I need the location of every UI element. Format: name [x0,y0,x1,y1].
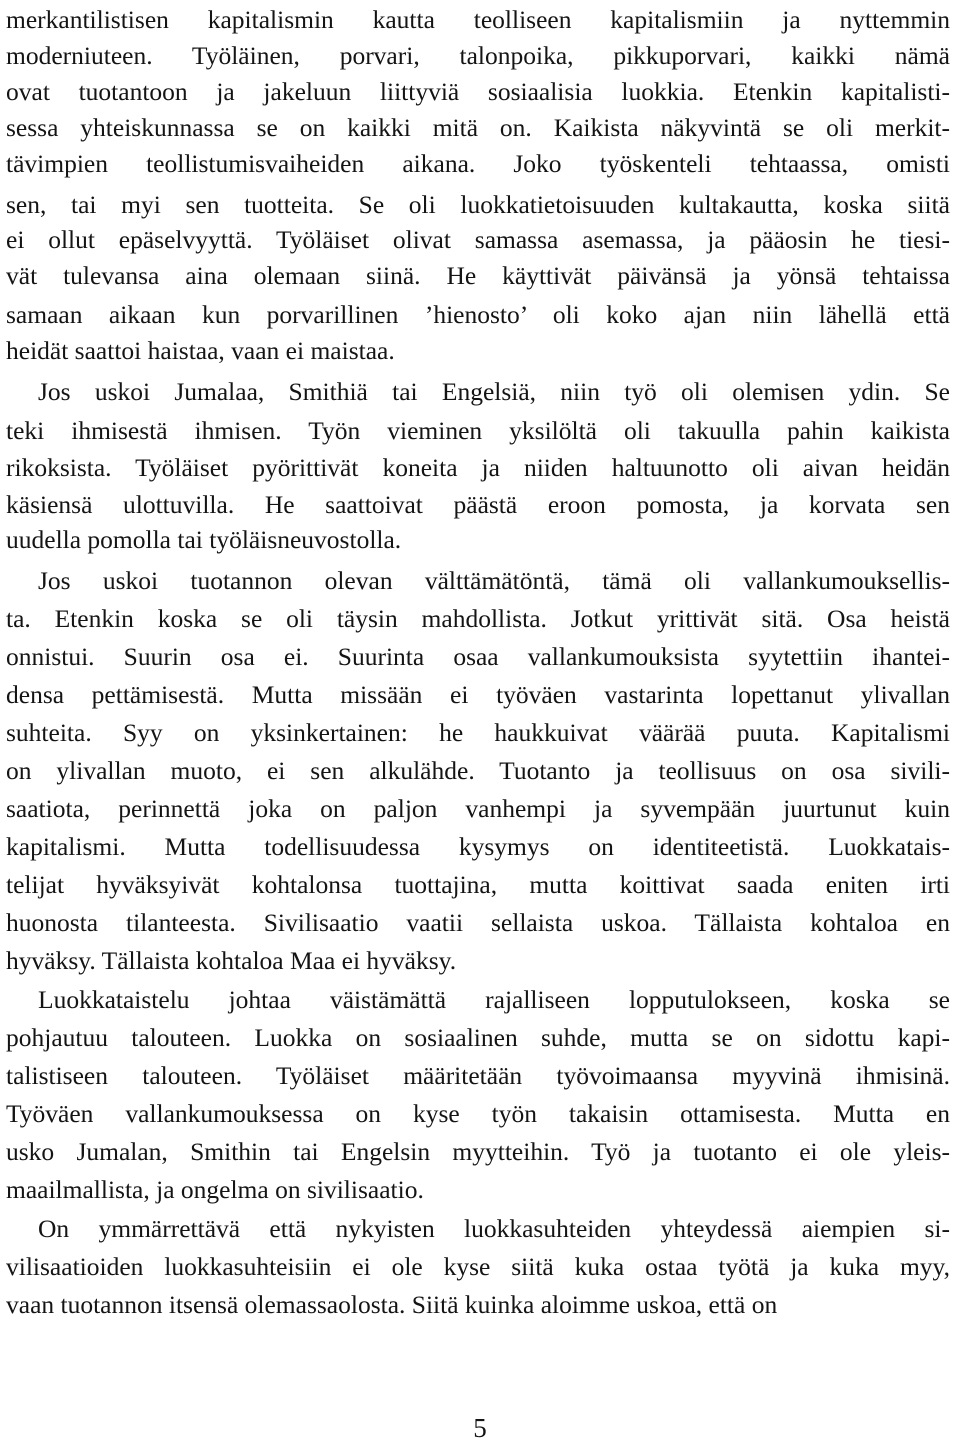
text-line: uudella pomolla tai työläisneuvostolla. [6,525,402,554]
text-line: tävimpien teollistumisvaiheiden aikana. Joko työskenteli tehtaassa, omisti [6,149,950,178]
text-line: sessa yhteiskunnassa se on kaikki mitä on. Kaikista näkyvintä se oli merkit- [6,113,950,142]
text-line: Luokkataistelu johtaa väistämättä rajalliseen lopputulokseen, koska se [38,985,950,1014]
text-line: saatiota, perinnettä joka on paljon vanhempi ja syvempään juurtunut kuin [6,794,950,823]
text-line: Jos uskoi Jumalaa, Smithiä tai Engelsiä, niin työ oli olemisen ydin. Se [38,377,950,406]
text-line: merkantilistisen kapitalismin kautta teolliseen kapitalismiin ja nyttemmin [6,5,950,34]
text-line: rikoksista. Työläiset pyörittivät koneita ja niiden haltuunotto oli aivan heidän [6,453,950,482]
text-line: vät tulevansa aina olemaan siinä. He käyttivät päivänsä ja yönsä tehtaissa [6,261,950,290]
text-line: On ymmärrettävä että nykyisten luokkasuhteiden yhteydessä aiempien si- [38,1214,950,1243]
text-line: vilisaatioiden luokkasuhteisiin ei ole kyse siitä kuka ostaa työtä ja kuka myy, [6,1252,950,1281]
text-line: samaan aikaan kun porvarillinen ’hienosto’ oli koko ajan niin lähellä että [6,300,950,329]
page-number: 5 [473,1413,487,1443]
text-line: telijat hyväksyivät kohtalonsa tuottajina, mutta koittivat saada eniten irti [6,870,950,899]
text-line: pohjautuu talouteen. Luokka on sosiaalinen suhde, mutta se on sidottu kapi- [6,1023,950,1052]
text-line: moderniuteen. Työläinen, porvari, talonpoika, pikkuporvari, kaikki nämä [6,41,950,70]
text-line: Työväen vallankumouksessa on kyse työn takaisin ottamisesta. Mutta en [6,1099,950,1128]
text-line: maailmallista, ja ongelma on sivilisaatio. [6,1175,424,1204]
text-line: heidät saattoi haistaa, vaan ei maistaa. [6,336,395,365]
text-line: Jos uskoi tuotannon olevan välttämätöntä, tämä oli vallankumouksellis- [38,566,950,595]
text-line: vaan tuotannon itsensä olemassaolosta. Siitä kuinka aloimme uskoa, että on [6,1290,778,1319]
text-line: sen, tai myi sen tuotteita. Se oli luokkatietoisuuden kultakautta, koska siitä [6,190,950,219]
text-line: onnistui. Suurin osa ei. Suurinta osaa vallankumouksista syytettiin ihantei- [6,642,950,671]
text-line: kapitalismi. Mutta todellisuudessa kysymys on identiteetistä. Luokkatais- [6,832,950,861]
text-line: teki ihmisestä ihmisen. Työn vieminen yksilöltä oli takuulla pahin kaikista [6,416,950,445]
text-line: usko Jumalan, Smithin tai Engelsin myytteihin. Työ ja tuotanto ei ole yleis- [6,1137,950,1166]
text-line: densa pettämisestä. Mutta missään ei työväen vastarinta lopettanut ylivallan [6,680,950,709]
text-line: hyväksy. Tällaista kohtaloa Maa ei hyväksy. [6,946,457,975]
text-line: suhteita. Syy on yksinkertainen: he haukkuivat väärää puuta. Kapitalismi [6,718,950,747]
text-line: on ylivallan muoto, ei sen alkulähde. Tuotanto ja teollisuus on osa sivili- [6,756,950,785]
text-line: käsiensä ulottuvilla. He saattoivat päästä eroon pomosta, ja korvata sen [6,490,950,519]
text-line: ei ollut epäselvyyttä. Työläiset olivat samassa asemassa, ja pääosin he tiesi- [6,225,950,254]
text-line: ovat tuotantoon ja jakeluun liittyviä sosiaalisia luokkia. Etenkin kapitalisti- [6,77,950,106]
text-line: ta. Etenkin koska se oli täysin mahdollista. Jotkut yrittivät sitä. Osa heistä [6,604,950,633]
text-line: talistiseen talouteen. Työläiset määritetään työvoimaansa myyvinä ihmisinä. [6,1061,950,1090]
text-line: huonosta tilanteesta. Sivilisaatio vaatii sellaista uskoa. Tällaista kohtaloa en [6,908,950,937]
